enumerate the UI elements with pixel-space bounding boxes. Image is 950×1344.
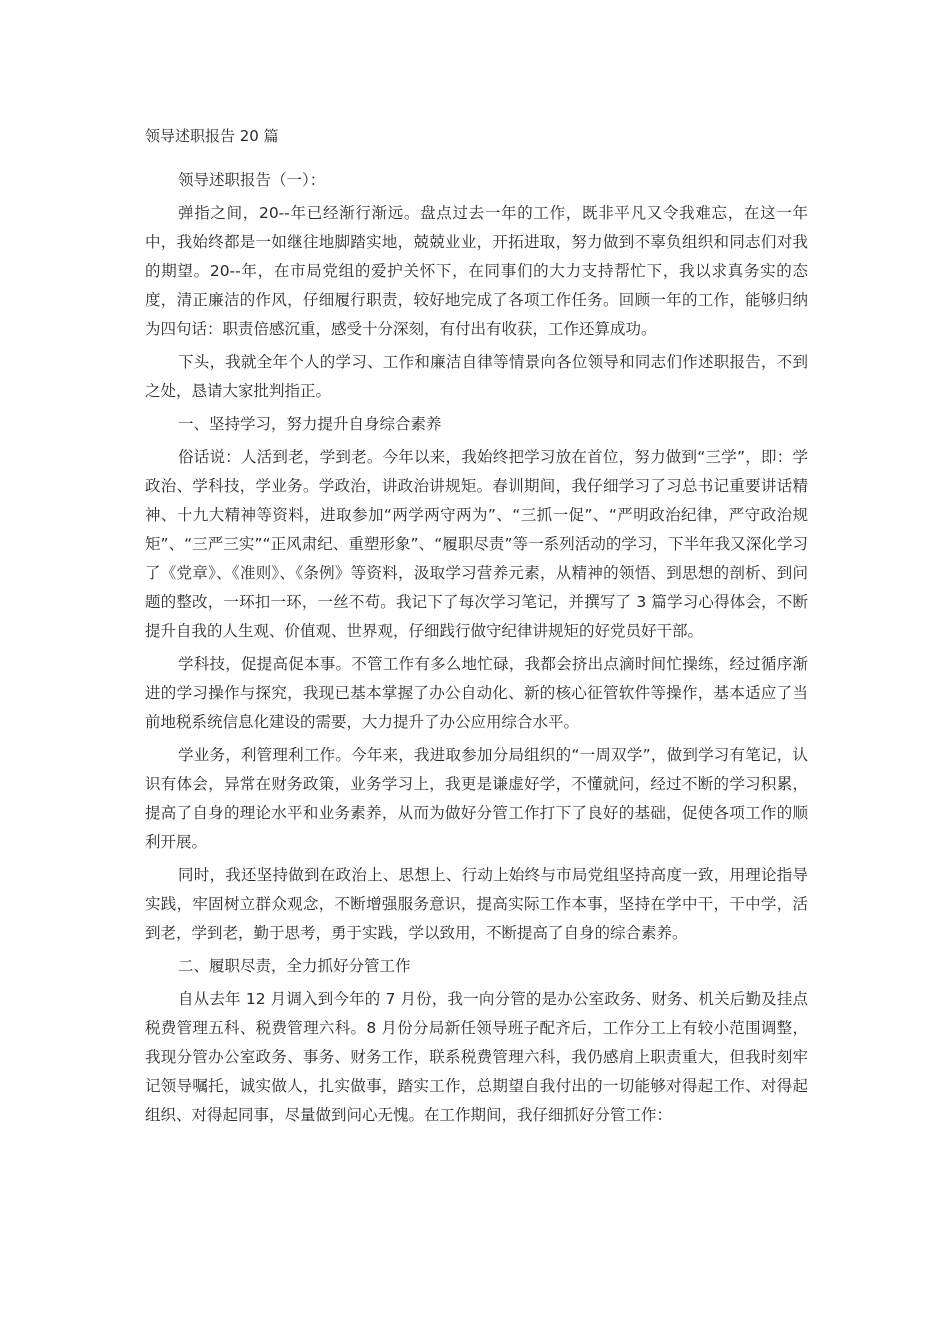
paragraph-study-technology: 学科技，促提高促本事。不管工作有多么地忙碌，我都会挤出点滴时间忙操练，经过循序渐进的学习操作与探究，我现已基本掌握了办公自动化、新的核心征管软件等操作，基本适应了当前地税系统信息化建设的需要，大力提升了办公应用综合水平。: [145, 655, 808, 731]
paragraph-study-politics: 俗话说：人活到老，学到老。今年以来，我始终把学习放在首位，努力做到“三学”，即：学政治、学科技，学业务。学政治，讲政治讲规矩。春训期间，我仔细学习了习总书记重要讲话精神、十九大精神等资料，进取参加“两学两守两为”、“三抓一促”、“严明政治纪律，严守政治规矩”、“三严三实”“正风肃纪、重塑形象”、“履职尽责”等一系列活动的学习，下半年我又深化学习了《党章》、《准则》、《条例》等资料，汲取学习营养元素，从精神的领悟、到思想的剖析、到问题的整改，一环扣一环，一丝不苟。我记下了每次学习笔记，并撰写了 3 篇学习心得体会，不断提升自我的人生观、价值观、世界观，仔细践行做守纪律讲规矩的好党员好干部。: [145, 448, 808, 640]
paragraph-study-business: 学业务，利管理利工作。今年来，我进取参加分局组织的“一周双学”，做到学习有笔记，认识有体会，异常在财务政策，业务学习上，我更是谦虚好学，不懂就问，经过不断的学习积累，提高了自身的理论水平和业务素养，从而为做好分管工作打下了良好的基础，促使各项工作的顺利开展。: [145, 746, 808, 851]
section-heading-duties: 二、履职尽责，全力抓好分管工作: [178, 957, 411, 975]
paragraph-report-statement: 下头，我就全年个人的学习、工作和廉洁自律等情景向各位领导和同志们作述职报告，不到之处，恳请大家批判指正。: [145, 353, 808, 400]
document-page: [145, 124, 808, 1134]
section-heading-study: 一、坚持学习，努力提升自身综合素养: [178, 415, 442, 433]
report-subtitle: 领导述职报告（一）：: [178, 171, 326, 189]
paragraph-intro: 弹指之间，20--年已经渐行渐远。盘点过去一年的工作，既非平凡又令我难忘，在这一年中，我始终都是一如继往地脚踏实地，兢兢业业，开拓进取，努力做到不辜负组织和同志们对我的期望。20--年，在市局党组的爱护关怀下，在同事们的大力支持帮忙下，我以求真务实的态度，清正廉洁的作风，仔细履行职责，较好地完成了各项工作任务。回顾一年的工作，能够归纳为四句话：职责倍感沉重，感受十分深刻，有付出有收获，工作还算成功。: [145, 204, 808, 338]
paragraph-duties: 自从去年 12 月调入到今年的 7 月份，我一向分管的是办公室政务、财务、机关后勤及挂点税费管理五科、税费管理六科。8 月份分局新任领导班子配齐后，工作分工上有较小范围调整，我现分管办公室政务、事务、财务工作，联系税费管理六科，我仍感肩上职责重大，但我时刻牢记领导嘱托，诚实做人，扎实做事，踏实工作，总期望自我付出的一切能够对得起工作、对得起组织、对得起同事，尽量做到问心无愧。在工作期间，我仔细抓好分管工作：: [145, 990, 808, 1124]
paragraph-study-summary: 同时，我还坚持做到在政治上、思想上、行动上始终与市局党组坚持高度一致，用理论指导实践，牢固树立群众观念，不断增强服务意识，提高实际工作本事，坚持在学中干，干中学，活到老，学到老，勤于思考，勇于实践，学以致用，不断提高了自身的综合素养。: [145, 866, 808, 942]
document-title: 领导述职报告 20 篇: [145, 127, 279, 145]
